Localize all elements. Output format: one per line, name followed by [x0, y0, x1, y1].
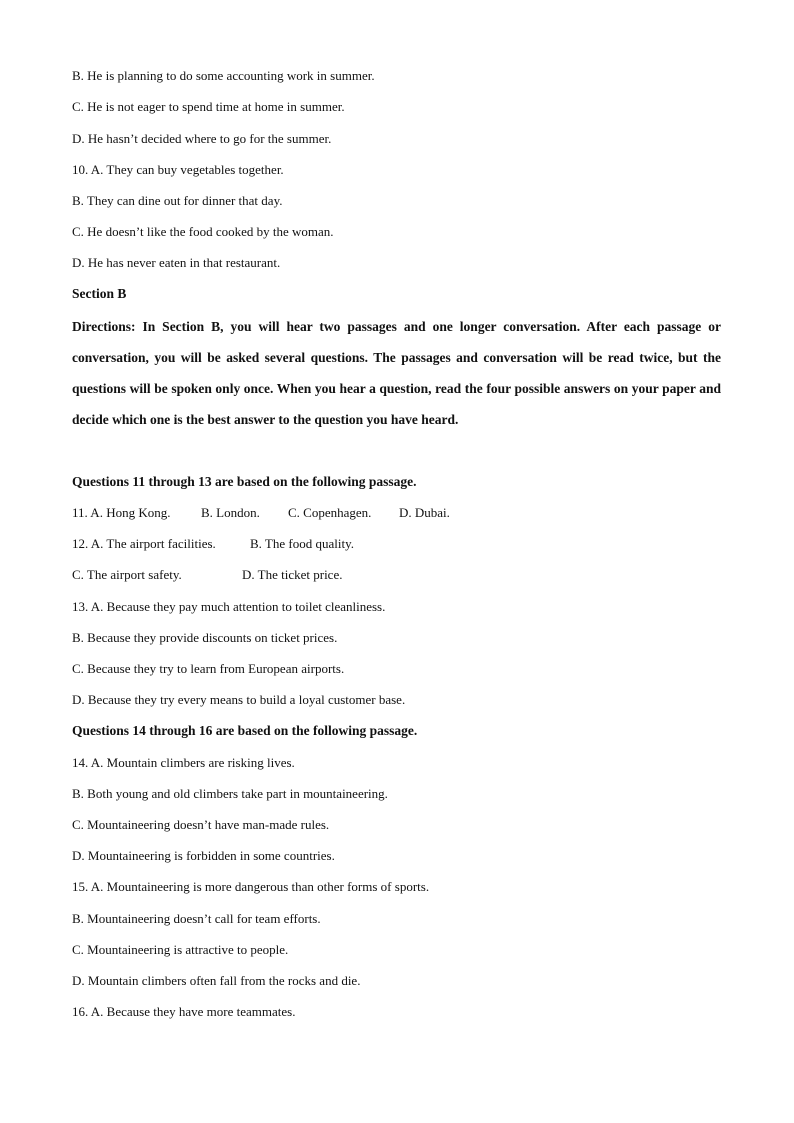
q13-option-b: B. Because they provide discounts on ticket prices.	[72, 630, 338, 645]
q11-option-b: B. London.	[201, 505, 260, 520]
q11-option-d: D. Dubai.	[399, 505, 450, 520]
q12-option-c: C. The airport safety.	[72, 567, 182, 582]
q12-option-a: 12. A. The airport facilities.	[72, 536, 216, 551]
q15-option-a: 15. A. Mountaineering is more dangerous than other forms of sports.	[72, 879, 430, 894]
q15-option-b: B. Mountaineering doesn’t call for team efforts.	[72, 911, 321, 926]
group2-heading: Questions 14 through 16 are based on the following passage.	[72, 723, 418, 738]
q12-option-d: D. The ticket price.	[242, 567, 343, 582]
q14-option-d: D. Mountaineering is forbidden in some countries.	[72, 848, 335, 863]
q9-option-c: C. He is not eager to spend time at home in summer.	[72, 99, 345, 114]
q9-option-d: D. He hasn’t decided where to go for the summer.	[72, 131, 332, 146]
q11-options	[72, 505, 450, 521]
q11-option-a: 11. A. Hong Kong.	[72, 505, 171, 520]
q12-options-row2	[72, 567, 343, 583]
q15-option-d: D. Mountain climbers often fall from the rocks and die.	[72, 973, 361, 988]
q12-option-b: B. The food quality.	[250, 536, 354, 551]
q13-option-d: D. Because they try every means to build a loyal customer base.	[72, 692, 406, 707]
q11-option-c: C. Copenhagen.	[288, 505, 372, 520]
q15-option-c: C. Mountaineering is attractive to people.	[72, 942, 289, 957]
q9-option-b: B. He is planning to do some accounting work in summer.	[72, 68, 375, 83]
q13-option-c: C. Because they try to learn from European airports.	[72, 661, 345, 676]
q10-option-c: C. He doesn’t like the food cooked by the woman.	[72, 224, 334, 239]
q10-option-a: 10. A. They can buy vegetables together.	[72, 162, 284, 177]
q13-option-a: 13. A. Because they pay much attention to toilet cleanliness.	[72, 599, 386, 614]
q12-options-row1	[72, 536, 354, 552]
q14-option-b: B. Both young and old climbers take part in mountaineering.	[72, 786, 388, 801]
q14-option-a: 14. A. Mountain climbers are risking lives.	[72, 755, 295, 770]
section-b-heading: Section B	[72, 286, 127, 301]
q14-option-c: C. Mountaineering doesn’t have man-made rules.	[72, 817, 330, 832]
section-b-directions: Directions: In Section B, you will hear two passages and one longer conversation. After each passage or conversation, you will be asked several questions. The passages and conversation will be read twice, but the questions will be spoken only once. When you hear a question, read the four possible answers on your paper and decide which one is the best answer to the question you have heard.	[72, 319, 721, 427]
q16-option-a: 16. A. Because they have more teammates.	[72, 1004, 296, 1019]
group1-heading: Questions 11 through 13 are based on the following passage.	[72, 474, 417, 489]
q10-option-d: D. He has never eaten in that restaurant.	[72, 255, 281, 270]
q10-option-b: B. They can dine out for dinner that day.	[72, 193, 283, 208]
